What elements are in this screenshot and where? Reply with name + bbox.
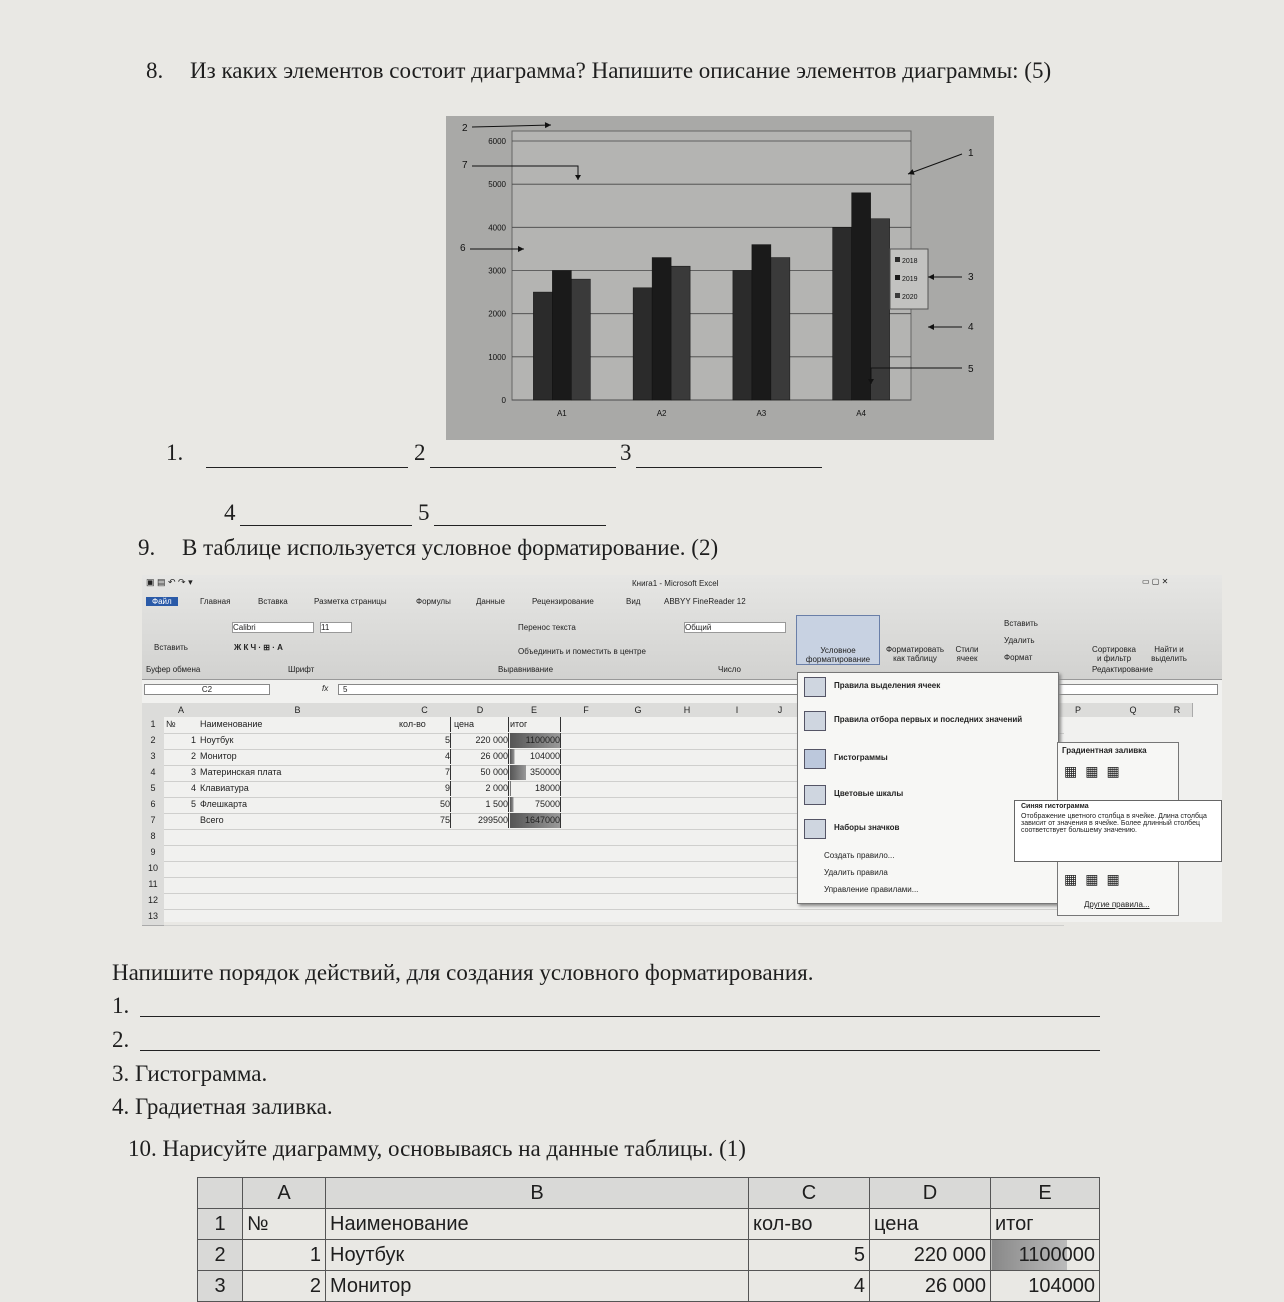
grid-cell[interactable]: 75000: [510, 797, 561, 812]
grid-cell[interactable]: 18000: [510, 781, 561, 796]
q9-prompt: Напишите порядок действий, для создания условного форматирования.: [112, 960, 814, 985]
font-style-icons[interactable]: Ж К Ч · ⊞ · A: [234, 643, 283, 652]
callout-arrow-line: [472, 125, 551, 127]
bar: [571, 279, 590, 400]
cell-styles-button[interactable]: Стили ячеек: [955, 645, 979, 663]
tab-abbyy[interactable]: ABBYY FineReader 12: [664, 597, 746, 606]
column-header: G: [612, 703, 665, 717]
font-name-select[interactable]: Calibri: [232, 622, 314, 633]
step-2: 2.: [112, 1027, 130, 1052]
answer-4-line: [240, 525, 412, 526]
column-header: R: [1162, 703, 1193, 717]
row-header: 4: [142, 765, 164, 782]
other-rules-link[interactable]: Другие правила...: [1084, 900, 1150, 909]
step-3: 3. Гистограмма.: [112, 1061, 268, 1086]
col-header-a: A: [243, 1178, 326, 1209]
grid-cell[interactable]: цена: [454, 717, 509, 732]
table-cell: 1100000: [991, 1240, 1100, 1271]
delete-cells-button[interactable]: Удалить: [1004, 636, 1035, 645]
y-tick-label: 4000: [488, 223, 506, 233]
table-cell: 5: [749, 1240, 870, 1271]
group-alignment: Выравнивание: [498, 665, 554, 674]
grid-cell[interactable]: 1 500: [454, 797, 509, 812]
table-cell: Наименование: [326, 1209, 749, 1240]
grid-cell[interactable]: Материнская плата: [200, 767, 282, 777]
col-header-c: C: [749, 1178, 870, 1209]
grid-cell[interactable]: 2: [190, 751, 196, 761]
row-header: 1: [142, 717, 164, 734]
column-header: D: [452, 703, 509, 717]
row-header: 8: [142, 829, 164, 846]
format-cells-button[interactable]: Формат: [1004, 653, 1033, 662]
ribbon: [142, 575, 1222, 680]
table-row: [198, 1240, 1100, 1271]
row-header: 7: [142, 813, 164, 830]
col-header-b: B: [326, 1178, 749, 1209]
tab-insert[interactable]: Вставка: [258, 597, 288, 606]
grid-cell[interactable]: 104000: [510, 749, 561, 764]
grid-cell[interactable]: итог: [510, 717, 561, 732]
row-header: 12: [142, 893, 164, 910]
table-cell: 220 000: [870, 1240, 991, 1271]
gradient-fill-title: Градиентная заливка: [1062, 746, 1147, 755]
bar: [833, 227, 852, 400]
q10-table: [197, 1177, 1100, 1297]
col-header-d: D: [870, 1178, 991, 1209]
column-header: Q: [1104, 703, 1163, 717]
font-size-select[interactable]: 11: [320, 622, 352, 633]
answer-1-label: 1.: [166, 440, 184, 465]
window-controls-icon[interactable]: ▭ ▢ ✕: [1142, 577, 1169, 586]
bar: [633, 288, 652, 400]
formula-input[interactable]: 5: [338, 684, 1218, 695]
bar: [671, 266, 690, 400]
tab-page-layout[interactable]: Разметка страницы: [314, 597, 387, 606]
group-number: Число: [718, 665, 742, 674]
x-tick-label: A1: [556, 409, 567, 418]
column-header: I: [712, 703, 763, 717]
grid-cell[interactable]: 4: [190, 783, 196, 793]
row-header: 3: [142, 749, 164, 766]
callout-number: 3: [968, 272, 974, 283]
menu-highlight-rules[interactable]: Правила выделения ячеек: [834, 681, 941, 690]
grid-cell[interactable]: 350000: [510, 765, 561, 780]
format-as-table-button[interactable]: Форматировать как таблицу: [885, 645, 945, 663]
number-format-select[interactable]: Общий: [684, 622, 786, 633]
table-cell: 26 000: [870, 1271, 991, 1302]
grid-cell[interactable]: 7: [399, 765, 451, 780]
table-cell: 1: [243, 1240, 326, 1271]
step-1: 1.: [112, 993, 130, 1018]
gradient-bar-icons[interactable]: ▦▦▦: [1064, 763, 1128, 779]
menu-data-bars[interactable]: Гистограммы: [834, 753, 888, 762]
legend-label: 2020: [902, 294, 918, 301]
quick-access-icons: ▣ ▤ ↶ ↷ ▾: [146, 577, 193, 587]
tab-data[interactable]: Данные: [476, 597, 505, 606]
answer-5-label: 5: [418, 500, 430, 525]
callout-arrow-line: [908, 154, 962, 174]
bar-chart-svg: [446, 116, 994, 440]
table-cell: 4: [749, 1271, 870, 1302]
row-header: 1: [198, 1209, 243, 1240]
y-tick-label: 2000: [488, 309, 506, 319]
table-cell: кол-во: [749, 1209, 870, 1240]
grid-cell[interactable]: 1100000: [510, 733, 561, 748]
callout-number: 7: [462, 160, 468, 171]
legend-label: 2019: [902, 276, 918, 283]
q8-number: 8.: [146, 58, 164, 83]
wrap-text-button[interactable]: Перенос текста: [518, 623, 576, 632]
group-font: Шрифт: [288, 665, 315, 674]
tab-file[interactable]: Файл: [146, 597, 178, 606]
color-scales-icon: [804, 785, 826, 805]
callout-number: 4: [968, 322, 974, 333]
table-cell: Ноутбук: [326, 1240, 749, 1271]
column-header: E: [508, 703, 561, 717]
x-tick-label: A3: [756, 409, 767, 418]
tab-review[interactable]: Рецензирование: [532, 597, 594, 606]
grid-cell[interactable]: 4: [399, 749, 451, 764]
column-header: H: [662, 703, 713, 717]
bar-chart-figure: [446, 116, 994, 440]
answer-3-line: [636, 467, 822, 468]
answer-5-line: [434, 525, 606, 526]
grid-cell[interactable]: 299500: [454, 813, 509, 828]
row-header: 11: [142, 877, 164, 894]
callout-number: 2: [462, 123, 468, 134]
grid-cell[interactable]: 3: [190, 767, 196, 777]
insert-cells-button[interactable]: Вставить: [1004, 619, 1038, 628]
menu-top-bottom-rules[interactable]: Правила отбора первых и последних значений: [834, 715, 1023, 724]
col-header-e: E: [991, 1178, 1100, 1209]
column-header: A: [164, 703, 199, 717]
answer-2-line: [430, 467, 616, 468]
legend-swatch: [895, 275, 900, 280]
paste-button[interactable]: Вставить: [154, 643, 188, 652]
q9-text: В таблице используется условное форматирование. (2): [182, 535, 719, 560]
table-header-row: [198, 1178, 1100, 1209]
data-bars-icon: [804, 749, 826, 769]
grid-cell[interactable]: 1647000: [510, 813, 561, 828]
legend-swatch: [895, 293, 900, 298]
excel-screenshot: [142, 575, 1222, 922]
table-row: [198, 1271, 1100, 1302]
group-editing: Редактирование: [1092, 665, 1153, 674]
row-header: 2: [198, 1240, 243, 1271]
answer-4-label: 4: [224, 500, 236, 525]
y-tick-label: 0: [501, 396, 506, 405]
grid-cell[interactable]: 9: [399, 781, 451, 796]
row-header: 5: [142, 781, 164, 798]
y-tick-label: 6000: [488, 137, 506, 146]
step-2-line: [140, 1050, 1100, 1051]
bar: [552, 271, 571, 401]
step-4: 4. Градиетная заливка.: [112, 1094, 333, 1119]
y-tick-label: 1000: [488, 352, 506, 362]
table-cell: №: [243, 1209, 326, 1240]
menu-new-rule[interactable]: Создать правило...: [824, 851, 895, 860]
row-header: 6: [142, 797, 164, 814]
table-cell: 104000: [991, 1271, 1100, 1302]
grid-cell[interactable]: Клавиатура: [200, 783, 249, 793]
callout-number: 5: [968, 364, 974, 375]
table-cell: цена: [870, 1209, 991, 1240]
answer-2-label: 2: [414, 440, 426, 465]
corner-cell: [198, 1178, 243, 1209]
column-header: J: [762, 703, 799, 717]
table-cell: Монитор: [326, 1271, 749, 1302]
menu-color-scales[interactable]: Цветовые шкалы: [834, 789, 904, 798]
bar: [752, 245, 771, 400]
legend-label: 2018: [902, 258, 918, 265]
grid-cell[interactable]: Всего: [200, 815, 224, 825]
group-clipboard: Буфер обмена: [146, 665, 201, 674]
callout-number: 6: [460, 243, 466, 254]
y-tick-label: 5000: [488, 180, 506, 190]
grid-cell[interactable]: 75: [399, 813, 451, 828]
bar: [852, 193, 871, 400]
grid-row-line: [164, 909, 1064, 926]
column-header: B: [198, 703, 398, 717]
conditional-formatting-button[interactable]: Условное форматирование: [796, 615, 880, 665]
find-select-button[interactable]: Найти и выделить: [1151, 645, 1187, 663]
row-header: 9: [142, 845, 164, 862]
grid-cell[interactable]: Монитор: [200, 751, 237, 761]
conditional-formatting-menu: [797, 672, 1059, 904]
callout-number: 1: [968, 148, 974, 159]
fx-label: fx: [322, 684, 329, 693]
row-header: 2: [142, 733, 164, 750]
column-header: C: [397, 703, 453, 717]
y-tick-label: 3000: [488, 266, 506, 276]
table-cell: 2: [243, 1271, 326, 1302]
grid-cell[interactable]: 50 000: [454, 765, 509, 780]
grid-cell[interactable]: 5: [190, 799, 196, 809]
grid-cell[interactable]: 1: [190, 735, 196, 745]
grid-cell[interactable]: Наименование: [200, 719, 263, 729]
menu-clear-rules[interactable]: Удалить правила: [824, 868, 888, 877]
grid-cell[interactable]: 5: [399, 733, 451, 748]
tab-formulas[interactable]: Формулы: [416, 597, 451, 606]
grid-cell[interactable]: 2 000: [454, 781, 509, 796]
q9-number: 9.: [138, 535, 156, 560]
bar: [871, 219, 890, 400]
table-cell: итог: [991, 1209, 1100, 1240]
tooltip-text: Отображение цветного столбца в ячейке. Длина столбца зависит от значения в ячейке. Более длинный столбец соответствует большему значению.: [1021, 813, 1207, 834]
grid-cell[interactable]: 220 000: [454, 733, 509, 748]
bar: [771, 258, 790, 400]
grid-cell[interactable]: 50: [399, 797, 451, 812]
answer-3-label: 3: [620, 440, 632, 465]
callout-arrowhead: [928, 274, 934, 280]
grid-cell[interactable]: 26 000: [454, 749, 509, 764]
menu-manage-rules[interactable]: Управление правилами...: [824, 885, 919, 894]
blue-data-bar-tooltip: [1014, 800, 1222, 862]
grid-cell[interactable]: Ноутбук: [200, 735, 234, 745]
corner-cell: [142, 703, 164, 717]
callout-arrowhead: [928, 324, 934, 330]
bar: [733, 271, 752, 401]
highlight-rules-icon: [804, 677, 826, 697]
column-header: F: [560, 703, 613, 717]
tab-home[interactable]: Главная: [200, 597, 231, 606]
bar: [533, 292, 552, 400]
top-bottom-rules-icon: [804, 711, 826, 731]
window-title: Книга1 - Microsoft Excel: [632, 579, 719, 588]
grid-cell[interactable]: кол-во: [399, 717, 451, 732]
grid-cell[interactable]: [166, 813, 196, 828]
tooltip-title: Синяя гистограмма: [1021, 803, 1089, 810]
column-header: P: [1052, 703, 1105, 717]
row-header: 10: [142, 861, 164, 878]
x-tick-label: A4: [856, 409, 867, 418]
q10-text: 10. Нарисуйте диаграмму, основываясь на данные таблицы. (1): [128, 1136, 746, 1161]
x-tick-label: A2: [656, 409, 667, 418]
row-header: 3: [198, 1271, 243, 1302]
answer-1-line: [206, 467, 408, 468]
tab-view[interactable]: Вид: [626, 597, 641, 606]
grid-cell[interactable]: №: [166, 719, 176, 729]
callout-arrowhead: [545, 122, 551, 128]
bar: [652, 258, 671, 400]
grid-cell[interactable]: Флешкарта: [200, 799, 247, 809]
solid-bar-icons[interactable]: ▦▦▦: [1064, 871, 1128, 887]
row-header: 13: [142, 909, 164, 926]
q8-text: Из каких элементов состоит диаграмма? Напишите описание элементов диаграммы: (5): [190, 58, 1052, 83]
name-box[interactable]: C2: [144, 684, 270, 695]
merge-center-button[interactable]: Объединить и поместить в центре: [518, 647, 646, 656]
step-1-line: [140, 1016, 1100, 1017]
icon-sets-icon: [804, 819, 826, 839]
menu-icon-sets[interactable]: Наборы значков: [834, 823, 900, 832]
table-row: [198, 1209, 1100, 1240]
legend-swatch: [895, 257, 900, 262]
sort-filter-button[interactable]: Сортировка и фильтр: [1092, 645, 1136, 663]
